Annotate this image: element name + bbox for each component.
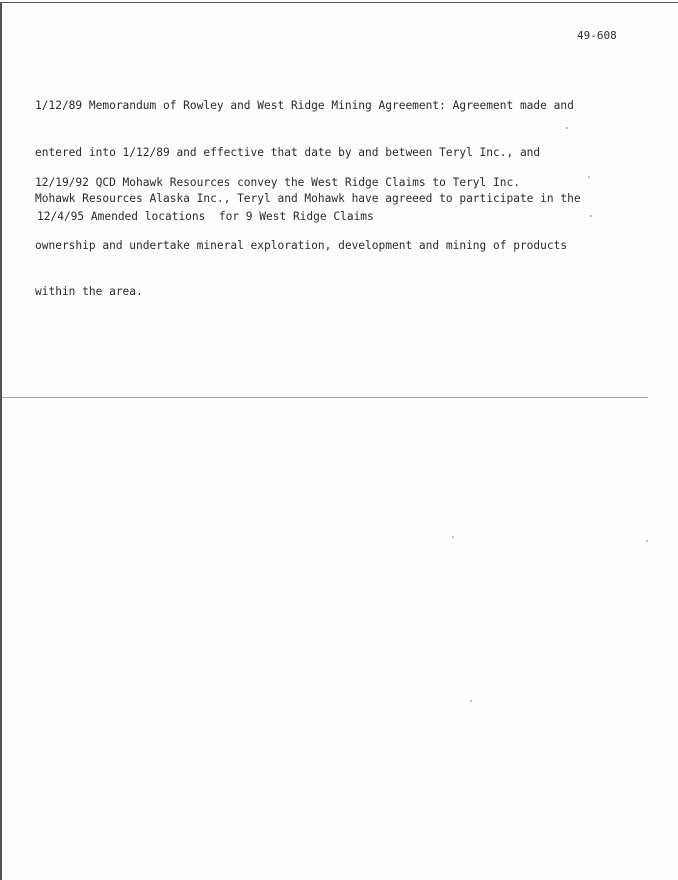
entry-line: 1/12/89 Memorandum of Rowley and West Ridge Mining Agreement: Agreement made and	[35, 99, 574, 112]
entry-line: 12/4/95 Amended locations for 9 West Ridge Claims	[37, 210, 374, 223]
page-fold-line	[2, 397, 648, 398]
scan-speck	[588, 176, 590, 178]
scan-speck	[566, 127, 568, 129]
scan-speck	[470, 700, 472, 702]
scan-speck	[452, 536, 454, 538]
entry-line: ownership and undertake mineral exploration, development and mining of products	[35, 238, 568, 252]
entry-line: Mohawk Resources Alaska Inc., Teryl and Mohawk have agreeed to participate in the	[35, 192, 581, 205]
scan-speck	[590, 215, 592, 217]
page-top-edge	[0, 2, 678, 3]
scan-speck	[646, 540, 648, 542]
entry-line: within the area.	[35, 285, 143, 298]
page-left-edge	[0, 2, 2, 880]
entry-line: entered into 1/12/89 and effective that date by and between Teryl Inc., and	[35, 145, 541, 159]
document-number: 49-608	[577, 29, 617, 42]
entry-line: 12/19/92 QCD Mohawk Resources convey the West Ridge Claims to Teryl Inc.	[35, 176, 520, 189]
record-entry-3	[37, 178, 374, 256]
